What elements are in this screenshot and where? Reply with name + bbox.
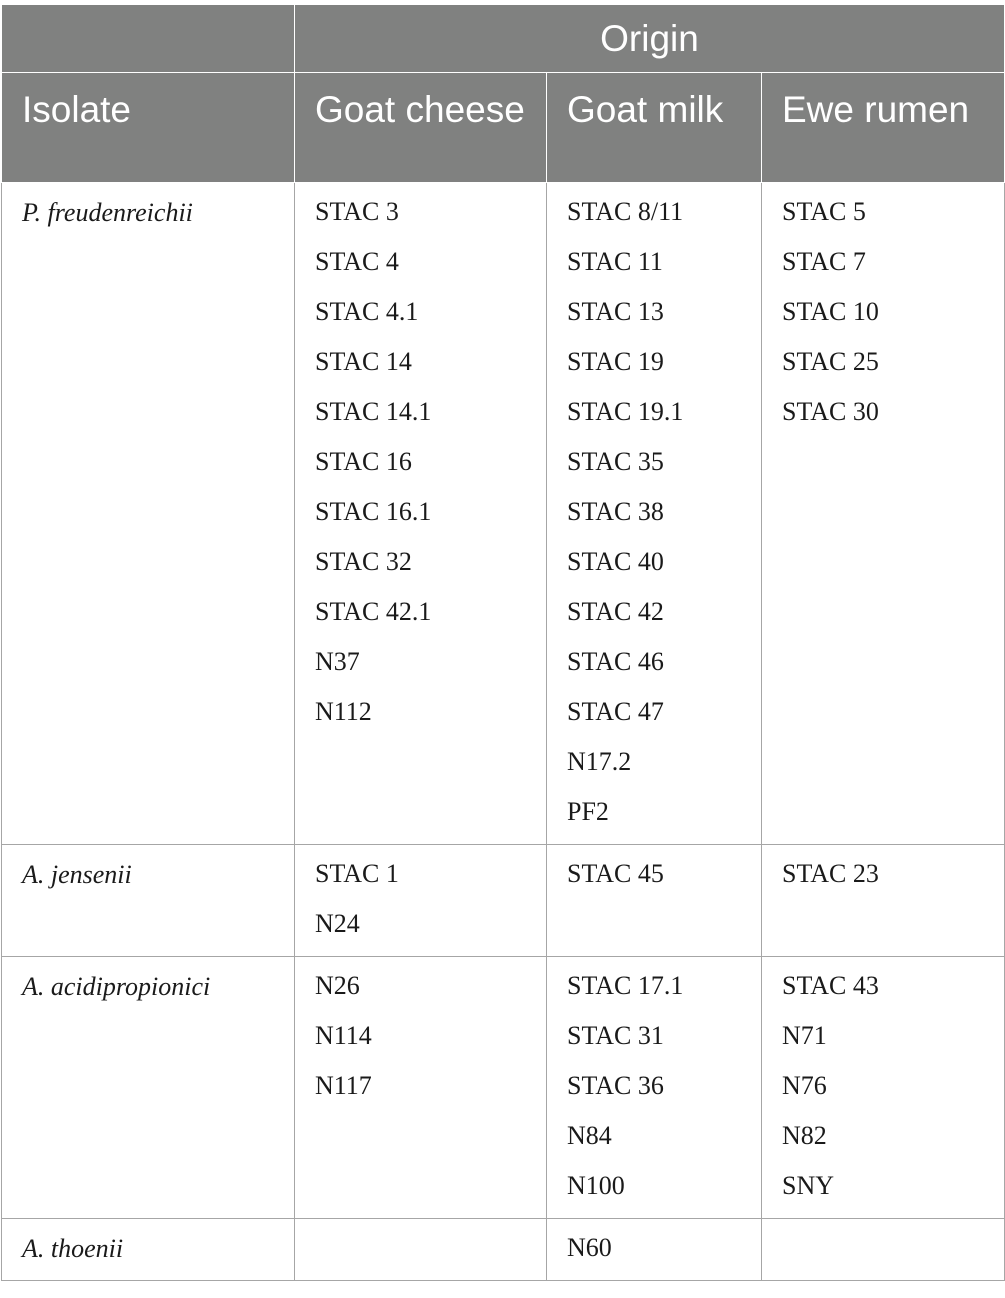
strain-entry: N71 [782, 1021, 827, 1050]
column-header-row [2, 73, 1005, 183]
isolate-name-cell: A. jensenii [2, 845, 295, 957]
header-blank-cell [2, 5, 295, 73]
strain-entry: N26 [315, 971, 360, 1000]
table-row [2, 957, 1005, 1219]
isolate-name-cell: A. thoenii [2, 1219, 295, 1281]
strain-entry: STAC 16.1 [315, 497, 432, 526]
strain-entry: N117 [315, 1071, 372, 1100]
strain-entry: N100 [567, 1171, 625, 1200]
strain-entry: STAC 19 [567, 347, 664, 376]
strain-entry: N112 [315, 697, 372, 726]
table-row [2, 845, 1005, 957]
strain-entry: STAC 45 [567, 859, 664, 888]
column-header-ewe-rumen: Ewe rumen [762, 73, 1005, 183]
cell-goat-milk [547, 183, 762, 845]
strain-entry: STAC 8/11 [567, 197, 684, 226]
isolate-name-cell: P. freudenreichii [2, 183, 295, 845]
group-header-row [2, 5, 1005, 73]
strain-entry: STAC 38 [567, 497, 664, 526]
cell-goat-cheese [295, 957, 547, 1219]
strain-entry: STAC 42 [567, 597, 664, 626]
strain-entry: N84 [567, 1121, 612, 1150]
strain-entry: N82 [782, 1121, 827, 1150]
strain-entry: STAC 7 [782, 247, 866, 276]
cell-goat-cheese [295, 1219, 547, 1281]
strain-entry: STAC 4 [315, 247, 399, 276]
strain-entry: STAC 36 [567, 1071, 664, 1100]
strain-entry: STAC 40 [567, 547, 664, 576]
cell-goat-milk [547, 1219, 762, 1281]
strain-entry: N114 [315, 1021, 372, 1050]
strain-entry: STAC 1 [315, 859, 399, 888]
cell-goat-milk [547, 957, 762, 1219]
strain-entry: N76 [782, 1071, 827, 1100]
strain-entry: STAC 14 [315, 347, 412, 376]
strain-entry: N60 [567, 1233, 612, 1262]
strain-entry: STAC 43 [782, 971, 879, 1000]
strain-entry: STAC 46 [567, 647, 664, 676]
strain-entry: STAC 31 [567, 1021, 664, 1050]
cell-goat-milk [547, 845, 762, 957]
strain-entry: STAC 23 [782, 859, 879, 888]
strain-entry: STAC 16 [315, 447, 412, 476]
column-header-goat-milk: Goat milk [547, 73, 762, 183]
strain-entry: STAC 47 [567, 697, 664, 726]
strain-entry: STAC 10 [782, 297, 879, 326]
cell-ewe-rumen [762, 845, 1005, 957]
cell-ewe-rumen [762, 1219, 1005, 1281]
cell-goat-cheese [295, 183, 547, 845]
isolates-origin-table [1, 4, 1005, 1281]
strain-entry: STAC 30 [782, 397, 879, 426]
strain-entry: N24 [315, 909, 360, 938]
strain-entry: N17.2 [567, 747, 632, 776]
cell-ewe-rumen [762, 183, 1005, 845]
strain-entry: STAC 3 [315, 197, 399, 226]
strain-entry: STAC 19.1 [567, 397, 684, 426]
column-header-isolate: Isolate [2, 73, 295, 183]
strain-entry: STAC 5 [782, 197, 866, 226]
strain-entry: STAC 35 [567, 447, 664, 476]
table-header [2, 5, 1005, 183]
strain-entry: STAC 17.1 [567, 971, 684, 1000]
strain-entry: PF2 [567, 797, 609, 826]
origin-group-header: Origin [295, 5, 1005, 73]
strain-entry: STAC 32 [315, 547, 412, 576]
isolate-name-cell: A. acidipropionici [2, 957, 295, 1219]
table-body [2, 183, 1005, 1281]
strain-entry: STAC 42.1 [315, 597, 432, 626]
strain-entry: STAC 14.1 [315, 397, 432, 426]
strain-entry: SNY [782, 1171, 835, 1200]
table-row [2, 1219, 1005, 1281]
table-row [2, 183, 1005, 845]
strain-entry: N37 [315, 647, 360, 676]
column-header-goat-cheese: Goat cheese [295, 73, 547, 183]
strain-entry: STAC 13 [567, 297, 664, 326]
cell-goat-cheese [295, 845, 547, 957]
cell-ewe-rumen [762, 957, 1005, 1219]
strain-entry: STAC 4.1 [315, 297, 419, 326]
strain-entry: STAC 11 [567, 247, 663, 276]
strain-entry: STAC 25 [782, 347, 879, 376]
